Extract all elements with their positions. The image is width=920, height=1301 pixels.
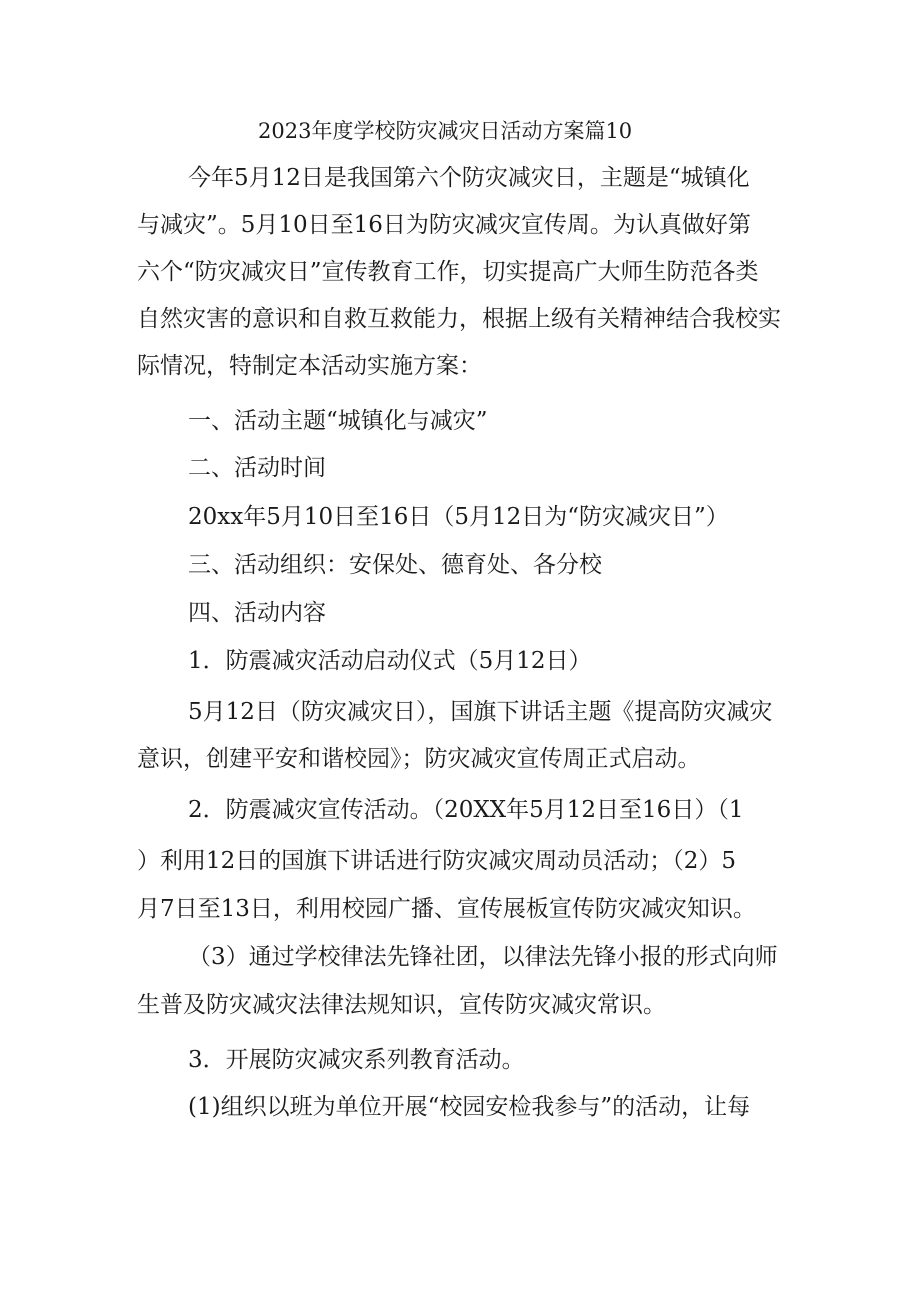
section-heading: 四、活动内容	[188, 600, 326, 626]
paragraph-line: 月7日至13日，利用校园广播、宣传展板宣传防灾减灾知识。	[137, 896, 756, 922]
paragraph-line: 生普及防灾减灾法律法规知识，宣传防灾减灾常识。	[137, 992, 666, 1018]
paragraph-line: 与减灾”。5月10日至16日为防灾减灾宣传周。为认真做好第	[137, 212, 751, 238]
subsection-heading: 3．开展防灾减灾系列教育活动。	[188, 1047, 525, 1073]
paragraph-line: ）利用12日的国旗下讲话进行防灾减灾周动员活动；（2）5	[137, 848, 737, 874]
paragraph-line: (1)组织以班为单位开展“校园安检我参与”的活动，让每	[188, 1094, 751, 1120]
paragraph-line: 20xx年5月10日至16日（5月12日为“防灾减灾日”）	[188, 504, 729, 530]
paragraph-line: （3）通过学校律法先锋社团，以律法先锋小报的形式向师	[188, 944, 778, 970]
paragraph-line: 意识，创建平安和谐校园》；防灾减灾宣传周正式启动。	[137, 746, 701, 772]
section-heading: 一、活动主题“城镇化与减灾”	[188, 408, 488, 434]
paragraph-line: 5月12日（防灾减灾日），国旗下讲话主题《提高防灾减灾	[188, 699, 773, 725]
section-heading: 三、活动组织：安保处、德育处、各分校	[188, 552, 602, 578]
paragraph-line: 自然灾害的意识和自救互救能力，根据上级有关精神结合我校实	[137, 306, 781, 332]
section-heading: 二、活动时间	[188, 455, 326, 481]
document-title: 2023年度学校防灾减灾日活动方案篇10	[258, 119, 633, 143]
paragraph-line: 际情况，特制定本活动实施方案：	[137, 353, 482, 379]
paragraph-line: 六个“防灾减灾日”宣传教育工作，切实提高广大师生防范各类	[137, 259, 759, 285]
subsection-heading: 2．防震减灾宣传活动。（20XX年5月12日至16日）（1	[188, 797, 744, 823]
paragraph-line: 今年5月12日是我国第六个防灾减灾日，主题是“城镇化	[188, 165, 750, 191]
subsection-heading: 1．防震减灾活动启动仪式（5月12日）	[188, 648, 592, 674]
